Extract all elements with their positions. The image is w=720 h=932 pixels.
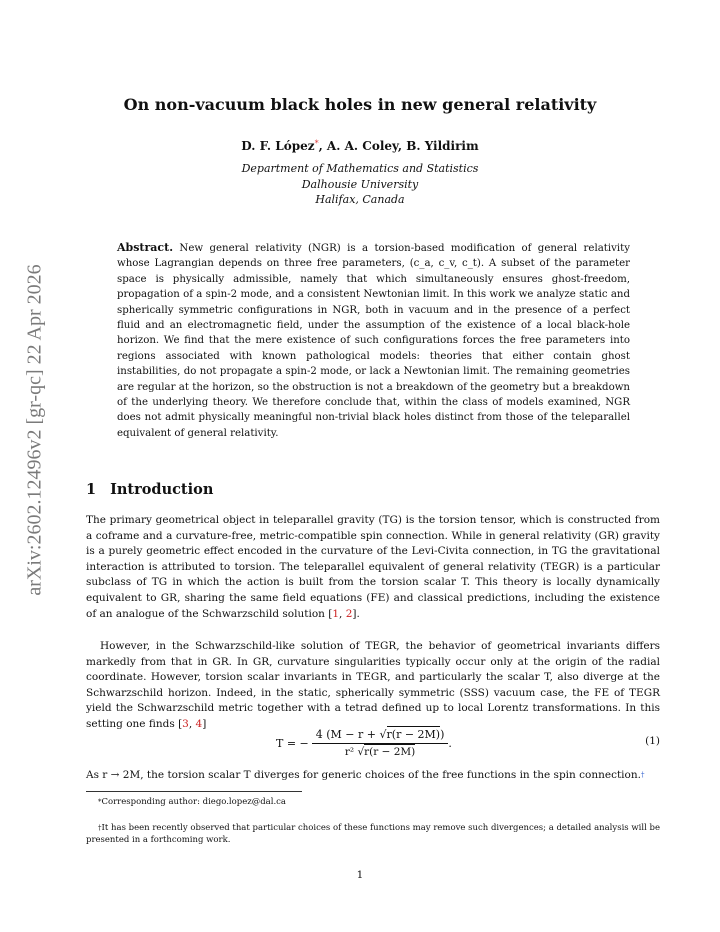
equation-fraction bbox=[312, 728, 449, 758]
citation-separator: , bbox=[188, 717, 196, 730]
citation-2[interactable]: 2 bbox=[345, 607, 353, 620]
author-list bbox=[0, 139, 720, 153]
section-title: Introduction bbox=[110, 481, 214, 498]
equation-lhs: T = − bbox=[276, 736, 309, 750]
footnote-2-mark: † bbox=[98, 824, 102, 832]
footnote-mark-dagger[interactable]: † bbox=[640, 771, 645, 779]
paper-title: On non-vacuum black holes in new general relativity bbox=[123, 95, 597, 114]
affiliation-department: Department of Mathematics and Statistics bbox=[241, 162, 479, 175]
footnote-1-mark: * bbox=[98, 798, 102, 806]
intro-paragraph-2 bbox=[86, 639, 660, 733]
arxiv-identifier: arXiv:2602.12496v2 [gr-qc] 22 Apr 2026 bbox=[23, 264, 46, 596]
equation-1 bbox=[86, 721, 660, 765]
page-number: 1 bbox=[356, 869, 364, 881]
equation-body bbox=[276, 721, 452, 765]
affiliation-university: Dalhousie University bbox=[301, 177, 419, 191]
affiliation bbox=[0, 161, 720, 208]
citation-separator: , bbox=[339, 607, 346, 620]
author-lopez: D. F. López bbox=[241, 139, 315, 153]
arxiv-sidebar-stamp bbox=[20, 180, 50, 680]
equation-period: . bbox=[448, 736, 452, 750]
para1-text: The primary geometrical object in teleparallel gravity (TG) is the torsion tensor, which is constructed from a coframe and a curvature-free, metric-compatible spin connection. While in general relativity (GR) gravity is a purely geometric effect encoded in the curvature of the Levi-Civita connection, in TG the gravitational interaction is attributed to torsion. The teleparallel equivalent of general relativity (TEGR) is a particular subclass of TG in which the action is built from the torsion scalar T. This theory is locally dynamically equivalent to GR, sharing the same field equations (FE) and classical predictions, including the existence of an analogue of the Schwarzschild solution [ bbox=[86, 514, 660, 620]
corresponding-author-mark[interactable]: * bbox=[314, 139, 319, 148]
para1-tail: ]. bbox=[352, 607, 360, 620]
equation-number: (1) bbox=[645, 735, 660, 747]
footnote-divider bbox=[86, 791, 302, 792]
equation-numerator: 4 (M − r + √r(r − 2M)) bbox=[312, 728, 449, 744]
citation-3[interactable]: 3 bbox=[182, 717, 189, 730]
para2-tail: ] bbox=[202, 717, 207, 730]
intro-paragraph-3 bbox=[86, 768, 660, 784]
citation-1[interactable]: 1 bbox=[332, 607, 340, 620]
intro-paragraph-1 bbox=[86, 513, 660, 622]
section-heading bbox=[86, 481, 213, 498]
citation-4[interactable]: 4 bbox=[195, 717, 203, 730]
footnote-1-text: Corresponding author: diego.lopez@dal.ca bbox=[101, 797, 286, 807]
footnote-1 bbox=[86, 796, 660, 808]
section-number: 1 bbox=[86, 481, 97, 498]
footnote-2 bbox=[86, 822, 660, 846]
affiliation-location: Halifax, Canada bbox=[315, 193, 405, 206]
para2-text: However, in the Schwarzschild-like solution of TEGR, the behavior of geometrical invariants differs markedly from that in GR. In GR, curvature singularities typically occur only at the origin of the radial coordinate. However, torsion scalar invariants in TEGR, and particularly the scalar T, also diverge at the Schwarzschild horizon. Indeed, in the static, spherically symmetric (SSS) vacuum case, the FE of TEGR yield the Schwarzschild metric together with a tetrad defined up to local Lorentz transformations. In this setting one finds [ bbox=[86, 640, 660, 730]
author-others: , A. A. Coley, B. Yildirim bbox=[318, 139, 479, 153]
footnote-2-text: It has been recently observed that particular choices of these functions may remove such divergences; a detailed analysis will be presented in a forthcoming work. bbox=[86, 823, 660, 845]
para3-text: As r → 2M, the torsion scalar T diverges for generic choices of the free functions in the spin connection. bbox=[86, 769, 641, 781]
abstract-label: Abstract. bbox=[117, 241, 174, 254]
abstract-text: New general relativity (NGR) is a torsion-based modification of general relativity whose Lagrangian depends on three free parameters, (c_a, c_v, c_t). A subset of the parameter space is physically admissible, namely that which simultaneously ensures ghost-freedom, propagation of a spin-2 mode, and a consistent Newtonian limit. In this work we analyze static and spherically symmetric configurations in NGR, both in vacuum and in the presence of a perfect fluid and an electromagnetic field, under the assumption of the existence of a local black-hole horizon. We find that the mere existence of such configurations forces the free parameters into regions associated with known pathological models: theories that either contain ghost instabilities, do not propagate a spin-2 mode, or lack a Newtonian limit. The remaining geometries are regular at the horizon, so the obstruction is not a breakdown of the geometry but a breakdown of the underlying theory. We therefore conclude that, within the class of models examined, NGR does not admit physically meaningful non-trivial black holes distinct from those of the teleparallel equivalent of general relativity. bbox=[117, 243, 630, 439]
abstract bbox=[117, 240, 630, 441]
equation-denominator: r² √r(r − 2M) bbox=[344, 746, 416, 758]
